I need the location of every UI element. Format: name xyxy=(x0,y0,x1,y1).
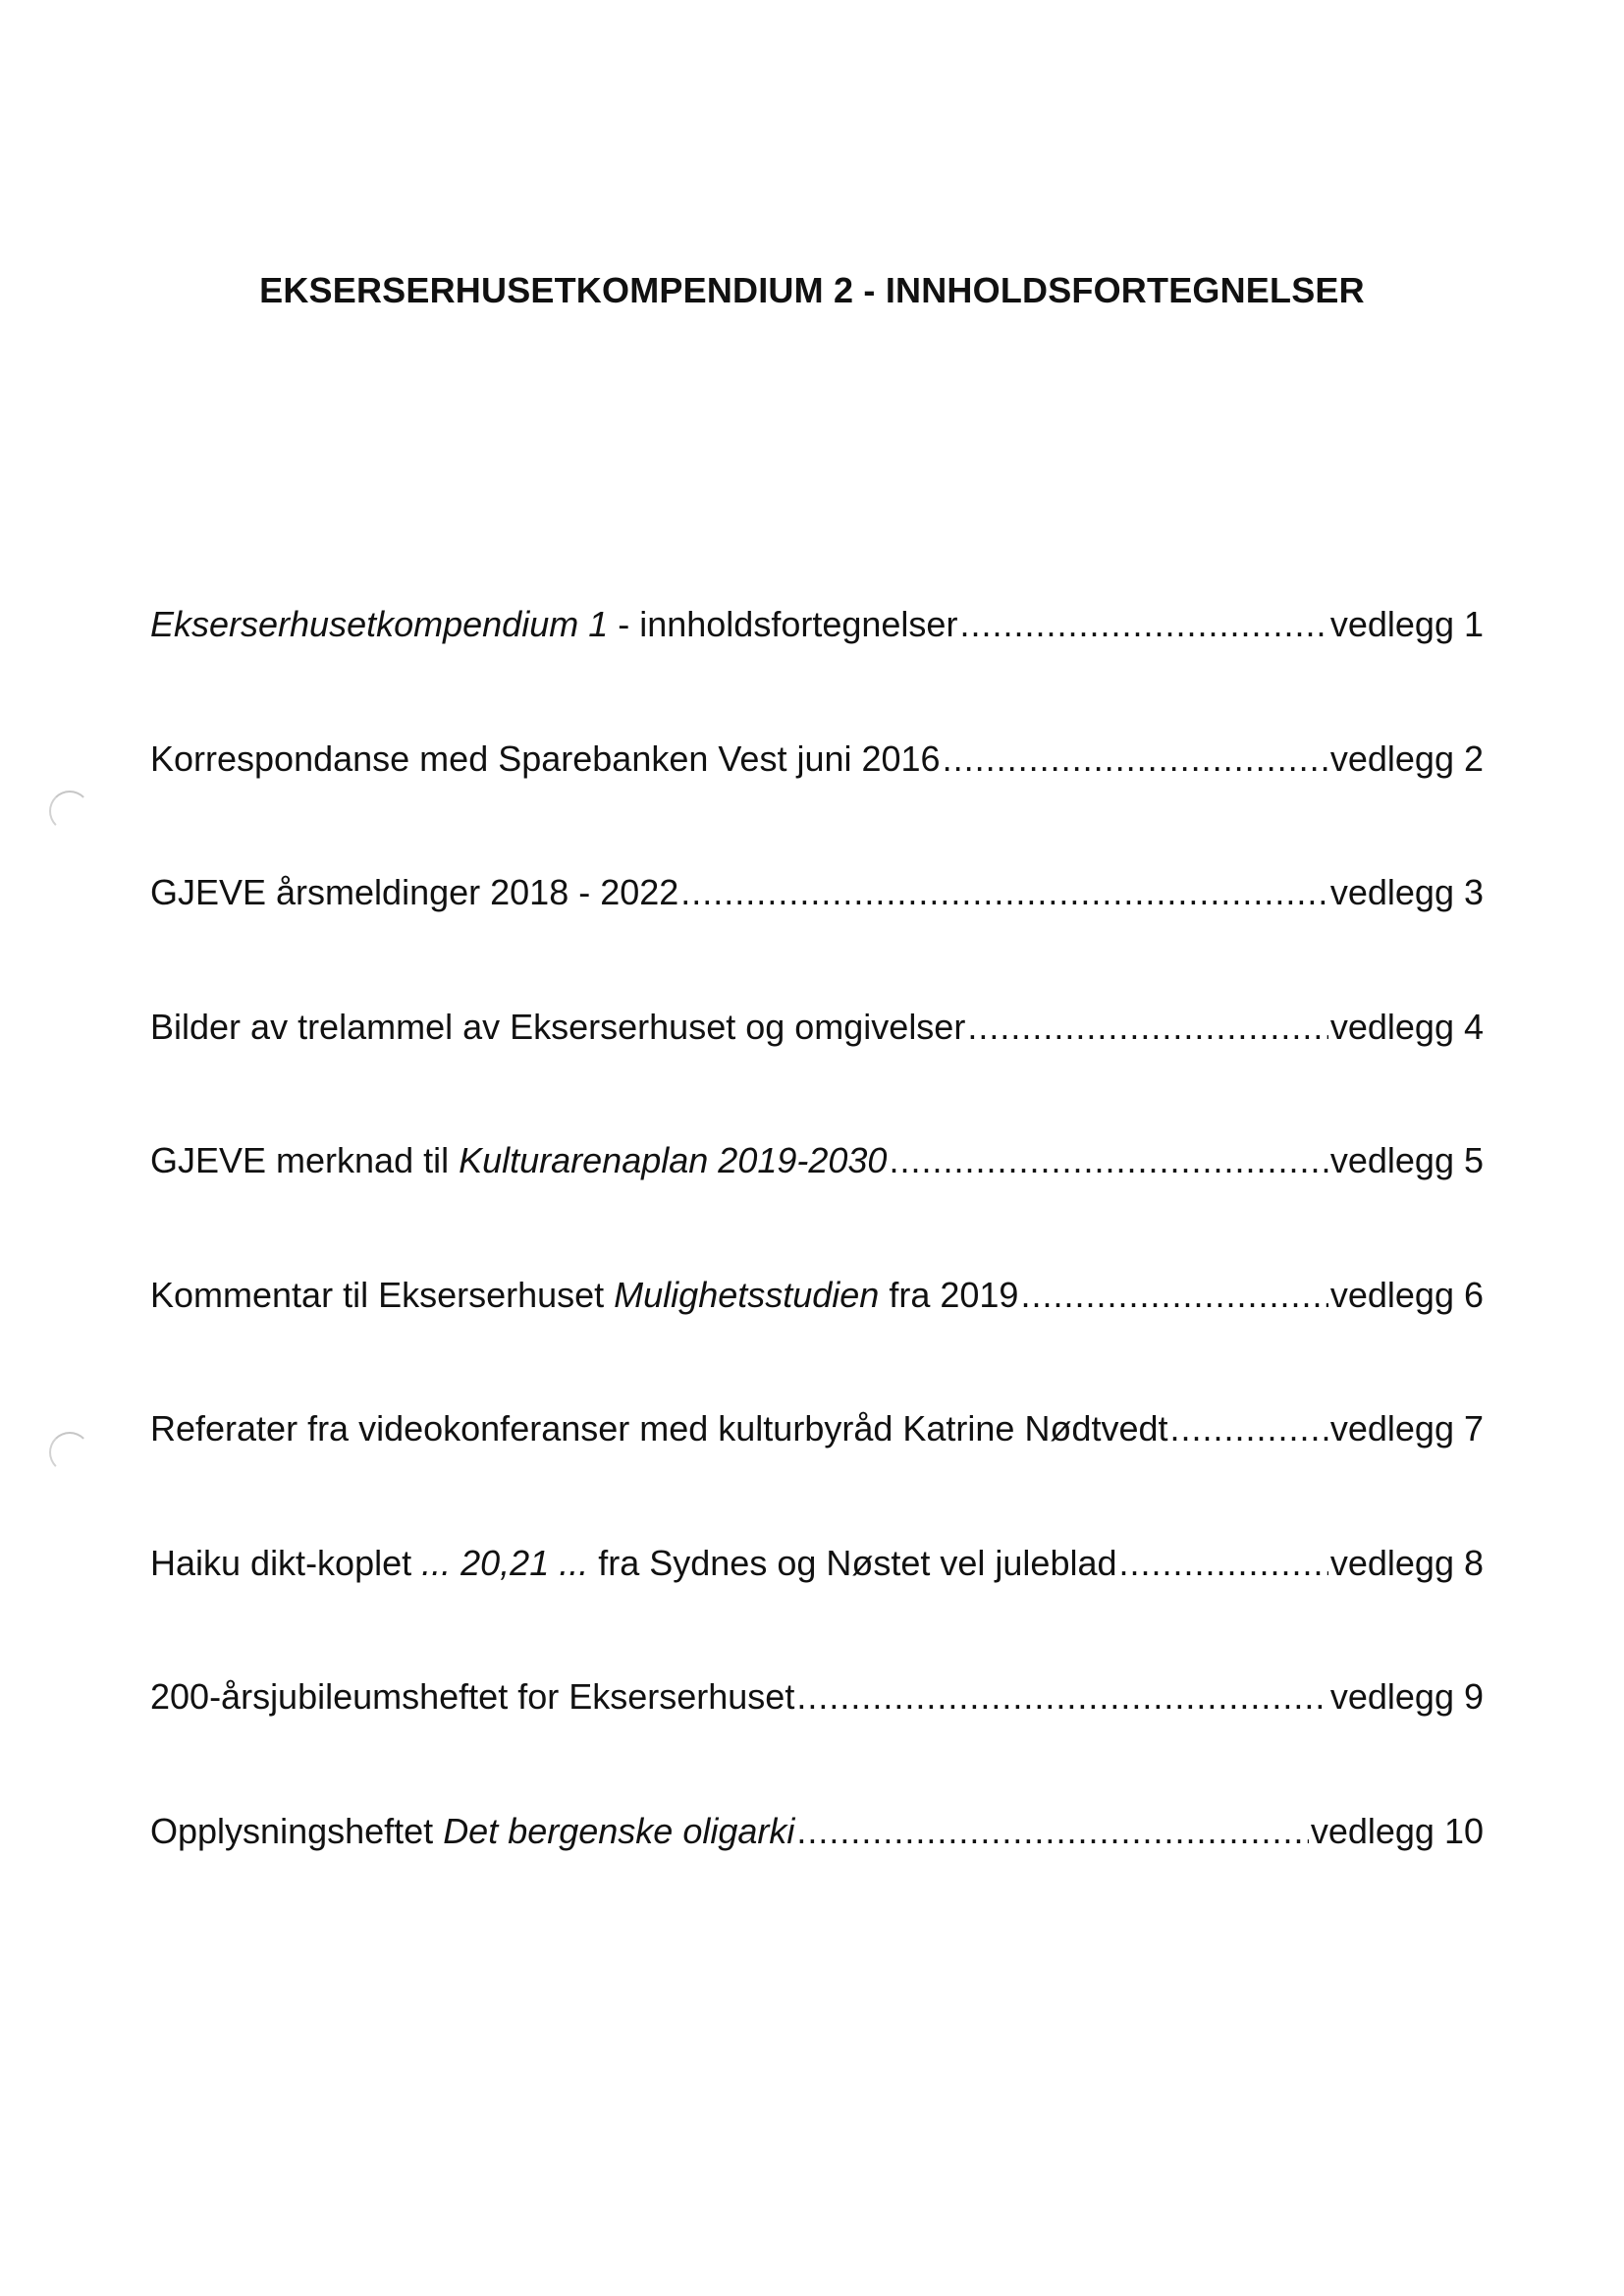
punch-hole-mark xyxy=(49,1432,90,1473)
toc-entry xyxy=(150,870,1484,1005)
toc-entry-title: Kommentar til Ekserserhuset Mulighetsstudien fra 2019 xyxy=(150,1274,1019,1315)
toc-entry xyxy=(150,1406,1484,1541)
toc-entry-attachment-ref: vedlegg 2 xyxy=(1329,738,1484,779)
toc-entry xyxy=(150,1674,1484,1809)
toc-entry-attachment-ref: vedlegg 9 xyxy=(1329,1676,1484,1717)
toc-entry-title: Haiku dikt-koplet ... 20,21 ... fra Sydnes og Nøstet vel juleblad xyxy=(150,1542,1117,1583)
toc-entry-title: Ekserserhusetkompendium 1 - innholdsfortegnelser xyxy=(150,604,958,644)
punch-hole-mark xyxy=(49,791,90,832)
dot-leader xyxy=(1170,1406,1328,1451)
dot-leader xyxy=(680,870,1328,915)
toc-entry xyxy=(150,1273,1484,1407)
toc-entry-attachment-ref: vedlegg 8 xyxy=(1329,1542,1484,1583)
toc-entry-attachment-ref: vedlegg 6 xyxy=(1329,1274,1484,1315)
toc-entry-attachment-ref: vedlegg 10 xyxy=(1310,1810,1484,1851)
toc-entry-title: GJEVE merknad til Kulturarenaplan 2019-2030 xyxy=(150,1140,888,1180)
toc-entry-attachment-ref: vedlegg 5 xyxy=(1329,1140,1484,1180)
toc-entry xyxy=(150,1138,1484,1273)
dot-leader xyxy=(796,1809,1308,1854)
dot-leader xyxy=(967,1005,1328,1050)
toc-entry-title: 200-årsjubileumsheftet for Ekserserhuset xyxy=(150,1676,795,1717)
toc-entry-title: Bilder av trelammel av Ekserserhuset og omgivelser xyxy=(150,1006,966,1047)
dot-leader xyxy=(1119,1541,1328,1586)
dot-leader xyxy=(796,1674,1328,1720)
toc-entry xyxy=(150,1005,1484,1139)
dot-leader xyxy=(959,602,1327,647)
dot-leader xyxy=(889,1138,1327,1183)
toc-entry xyxy=(150,1809,1484,1943)
dot-leader xyxy=(943,737,1328,782)
toc-entry-attachment-ref: vedlegg 7 xyxy=(1329,1408,1484,1449)
toc-entry-title: Korrespondanse med Sparebanken Vest juni 2016 xyxy=(150,738,941,779)
toc-entry xyxy=(150,602,1484,737)
toc-entry-title: Referater fra videokonferanser med kulturbyråd Katrine Nødtvedt xyxy=(150,1408,1168,1449)
toc-entry-attachment-ref: vedlegg 4 xyxy=(1329,1006,1484,1047)
toc-entry-title: GJEVE årsmeldinger 2018 - 2022 xyxy=(150,872,679,912)
dot-leader xyxy=(1020,1273,1327,1318)
toc-entry xyxy=(150,737,1484,871)
toc-entry-title: Opplysningsheftet Det bergenske oligarki xyxy=(150,1810,795,1851)
table-of-contents xyxy=(150,602,1484,1942)
document-title: EKSERSERHUSETKOMPENDIUM 2 - INNHOLDSFORTEGNELSER xyxy=(259,270,1365,310)
toc-entry-attachment-ref: vedlegg 3 xyxy=(1329,872,1484,912)
toc-entry xyxy=(150,1541,1484,1675)
toc-entry-attachment-ref: vedlegg 1 xyxy=(1329,604,1484,644)
